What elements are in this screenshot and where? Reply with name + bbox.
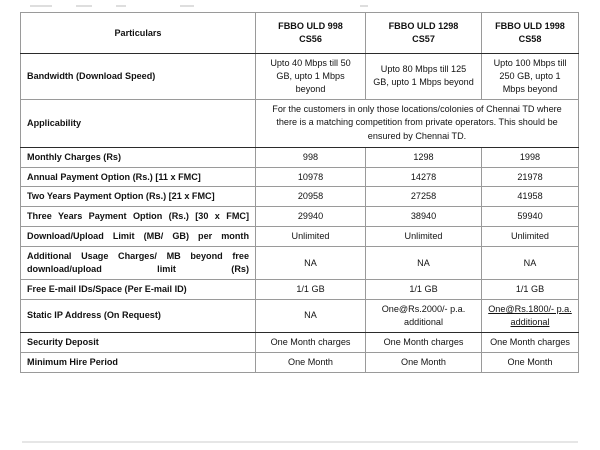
- row-label: Security Deposit: [21, 332, 256, 352]
- row-value: NA: [256, 299, 366, 332]
- row-value: 20958: [256, 187, 366, 207]
- row-value: NA: [256, 247, 366, 280]
- row-value: Unlimited: [256, 227, 366, 247]
- row-value: Upto 40 Mbps till 50 GB, upto 1 Mbps beyond: [256, 54, 366, 100]
- row-value: 59940: [482, 207, 579, 227]
- row-label: Static IP Address (On Request): [21, 299, 256, 332]
- row-value-merged: [256, 99, 579, 147]
- row-value: 998: [256, 147, 366, 167]
- table-row-two-years-payment: [21, 187, 579, 207]
- row-label: Download/Upload Limit (MB/ GB) per month: [21, 227, 256, 247]
- row-value: 1/1 GB: [366, 279, 482, 299]
- tariff-table: [20, 12, 579, 373]
- header-plan-code: CS57: [412, 34, 435, 44]
- scan-artifact-top: [30, 4, 490, 8]
- row-value: Unlimited: [366, 227, 482, 247]
- header-plan-code: CS58: [518, 34, 542, 44]
- row-value: 27258: [366, 187, 482, 207]
- row-value: 10978: [256, 167, 366, 187]
- row-value: Upto 80 Mbps till 125 GB, upto 1 Mbps beyond: [366, 54, 482, 100]
- table-row-security-deposit: [21, 332, 579, 352]
- header-plan-name: FBBO ULD 1998: [495, 21, 565, 32]
- row-label: Applicability: [21, 99, 256, 147]
- row-value: 41958: [482, 187, 579, 207]
- table-row-additional-usage-charges: [21, 247, 579, 280]
- row-label: Bandwidth (Download Speed): [21, 54, 256, 100]
- table-row-monthly-charges: [21, 147, 579, 167]
- header-plan-cs56: [256, 13, 366, 54]
- row-value: 38940: [366, 207, 482, 227]
- row-value: 21978: [482, 167, 579, 187]
- applicability-text: For the customers in only those locations/colonies of Chennai TD where there is a matching competition from private operators. This should be ensured by Chennai TD.: [272, 103, 562, 141]
- row-value: NA: [482, 247, 579, 280]
- row-label: Minimum Hire Period: [21, 352, 256, 372]
- row-label: Two Years Payment Option (Rs.) [21 x FMC]: [21, 187, 256, 207]
- row-value: 1298: [366, 147, 482, 167]
- row-value: Unlimited: [482, 227, 579, 247]
- table-header-row: [21, 13, 579, 54]
- row-value: 1/1 GB: [482, 279, 579, 299]
- scan-artifact-bottom: [22, 441, 578, 443]
- table-row-annual-payment: [21, 167, 579, 187]
- table-row-three-years-payment: [21, 207, 579, 227]
- row-value: One@Rs.2000/- p.a. additional: [366, 299, 482, 332]
- table-row-static-ip: [21, 299, 579, 332]
- row-value: One Month: [256, 352, 366, 372]
- table-row-download-upload-limit: [21, 227, 579, 247]
- table-row-bandwidth: [21, 54, 579, 100]
- row-value: One Month charges: [366, 332, 482, 352]
- row-value-link[interactable]: [482, 299, 579, 332]
- row-value: 29940: [256, 207, 366, 227]
- row-value: 1998: [482, 147, 579, 167]
- table-row-minimum-hire-period: [21, 352, 579, 372]
- row-value: 14278: [366, 167, 482, 187]
- table-row-free-email-ids: [21, 279, 579, 299]
- row-value: One Month charges: [256, 332, 366, 352]
- row-value: NA: [366, 247, 482, 280]
- row-label: Free E-mail IDs/Space (Per E-mail ID): [21, 279, 256, 299]
- header-plan-cs58: [482, 13, 579, 54]
- header-plan-name: FBBO ULD 998: [278, 21, 343, 32]
- header-plan-cs57: [366, 13, 482, 54]
- row-value: 1/1 GB: [256, 279, 366, 299]
- header-plan-name: FBBO ULD 1298: [388, 21, 459, 32]
- row-value: One Month charges: [482, 332, 579, 352]
- header-particulars: Particulars: [21, 13, 256, 54]
- row-label: Three Years Payment Option (Rs.) [30 x FMC]: [21, 207, 256, 227]
- row-value: One Month: [482, 352, 579, 372]
- row-label: Annual Payment Option (Rs.) [11 x FMC]: [21, 167, 256, 187]
- row-value: One Month: [366, 352, 482, 372]
- row-label: Monthly Charges (Rs): [21, 147, 256, 167]
- table-row-applicability: [21, 99, 579, 147]
- static-ip-cs58-text: One@Rs.1800/- p.a. additional: [488, 303, 572, 327]
- header-plan-code: CS56: [299, 34, 322, 44]
- row-value: Upto 100 Mbps till 250 GB, upto 1 Mbps beyond: [482, 54, 579, 100]
- row-label: Additional Usage Charges/ MB beyond free download/upload limit (Rs): [21, 247, 256, 280]
